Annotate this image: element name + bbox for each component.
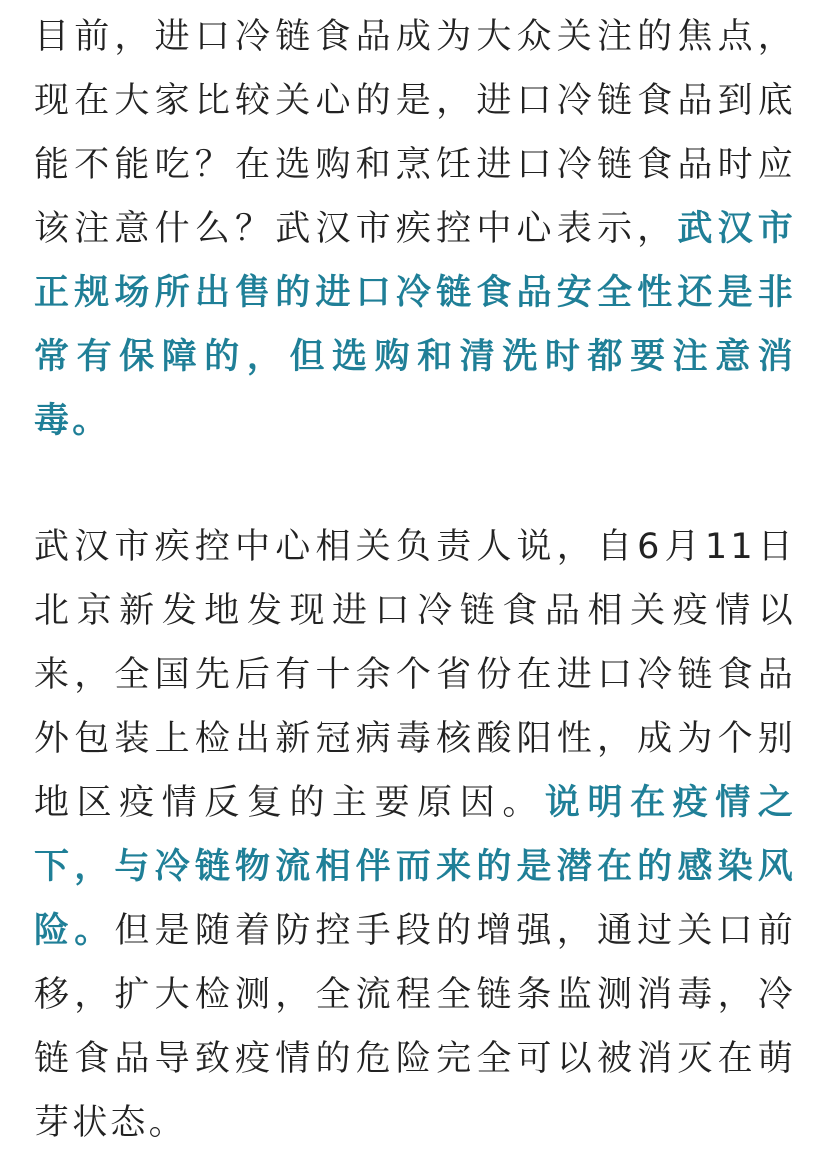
paragraph-1-highlight: 武汉市正规场所出售的进口冷链食品安全性还是非常有保障的，但选购和清洗时都要注意消毒。 — [34, 209, 796, 441]
paragraph-2-text-before: 武汉市疾控中心相关负责人说，自6月11日北京新发地发现进口冷链食品相关疫情以来，全国先后有十余个省份在进口冷链食品外包装上检出新冠病毒核酸阳性，成为个别地区疫情反复的主要原因。 — [34, 527, 796, 823]
paragraph-2-highlight: 说明在疫情之下，与冷链物流相伴而来的是潜在的感染风险。 — [34, 783, 797, 951]
paragraph-1-text: 目前，进口冷链食品成为大众关注的焦点，现在大家比较关心的是，进口冷链食品到底能不能吃？在选购和烹饪进口冷链食品时应该注意什么？武汉市疾控中心表示， — [34, 17, 796, 249]
paragraph-2-text-after: 但是随着防控手段的增强，通过关口前移，扩大检测，全流程全链条监测消毒，冷链食品导致疫情的危险完全可以被消灭在萌芽状态。 — [34, 911, 796, 1143]
paragraph-2 — [34, 515, 796, 1155]
paragraph-1 — [34, 0, 796, 453]
